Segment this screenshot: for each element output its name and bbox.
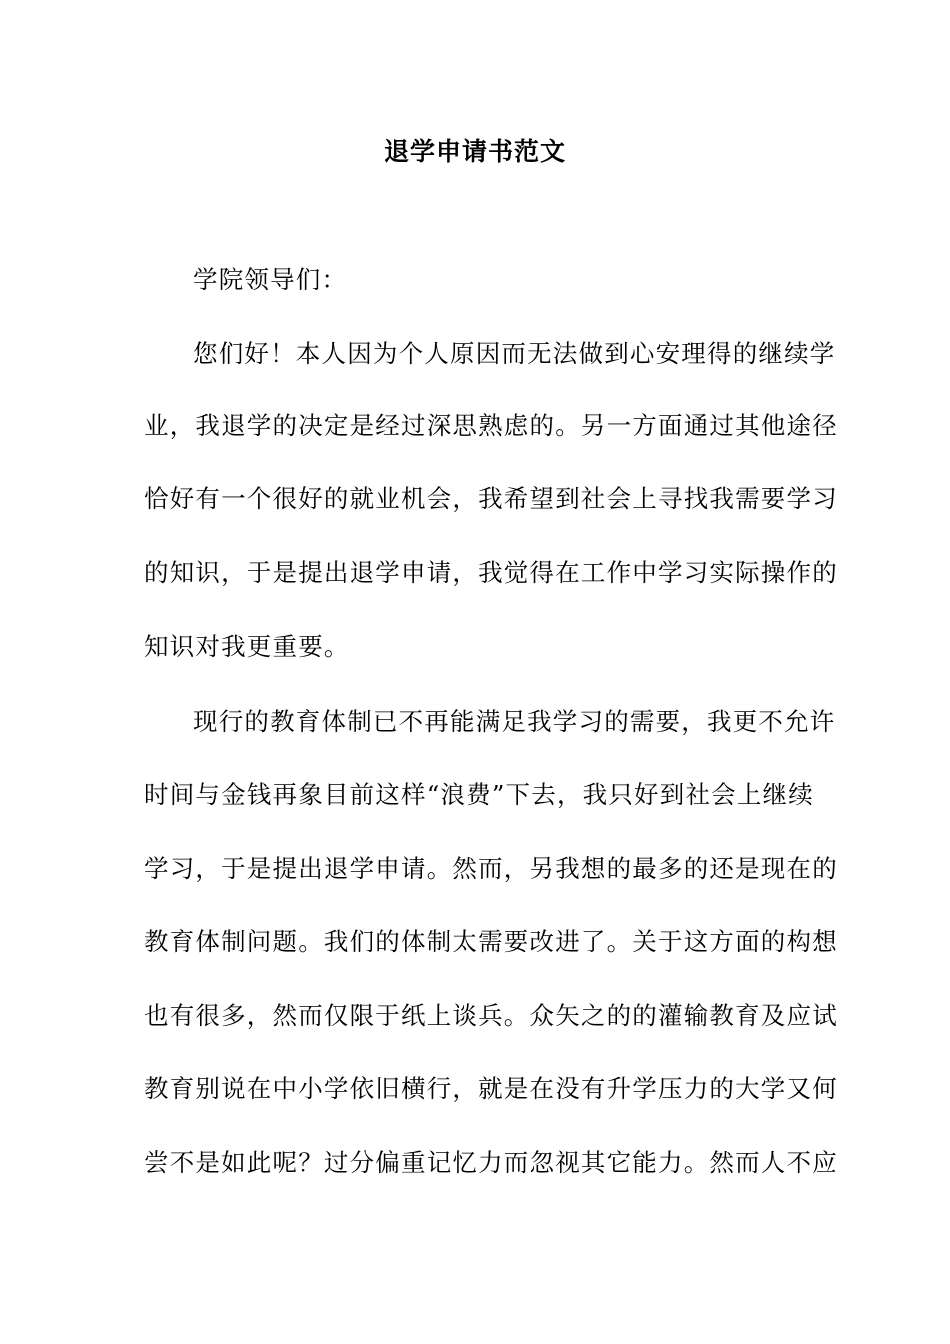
paragraph-line: 您们好！本人因为个人原因而无法做到心安理得的继续学: [193, 339, 836, 368]
paragraph-line: 尝不是如此呢？过分偏重记忆力而忽视其它能力。然而人不应: [144, 1148, 838, 1177]
paragraph-line: 也有很多，然而仅限于纸上谈兵。众矢之的的灌输教育及应试: [144, 1001, 838, 1030]
paragraph-line: 恰好有一个很好的就业机会，我希望到社会上寻找我需要学习: [144, 484, 838, 513]
paragraph-line: 知识对我更重要。: [144, 632, 350, 661]
paragraph-line: 业，我退学的决定是经过深思熟虑的。另一方面通过其他途径: [144, 411, 838, 440]
paragraph-line: 学习，于是提出退学申请。然而，另我想的最多的还是现在的: [144, 854, 838, 883]
salutation: 学院领导们：: [193, 265, 348, 294]
paragraph-line: 现行的教育体制已不再能满足我学习的需要，我更不允许: [193, 707, 836, 736]
paragraph-line: 时间与金钱再象目前这样“浪费”下去，我只好到社会上继续: [144, 780, 814, 809]
paragraph-line: 的知识，于是提出退学申请，我觉得在工作中学习实际操作的: [144, 558, 838, 587]
paragraph-line: 教育别说在中小学依旧横行，就是在没有升学压力的大学又何: [144, 1074, 838, 1103]
paragraph-line: 教育体制问题。我们的体制太需要改进了。关于这方面的构想: [144, 927, 838, 956]
document-title: 退学申请书范文: [383, 137, 566, 166]
